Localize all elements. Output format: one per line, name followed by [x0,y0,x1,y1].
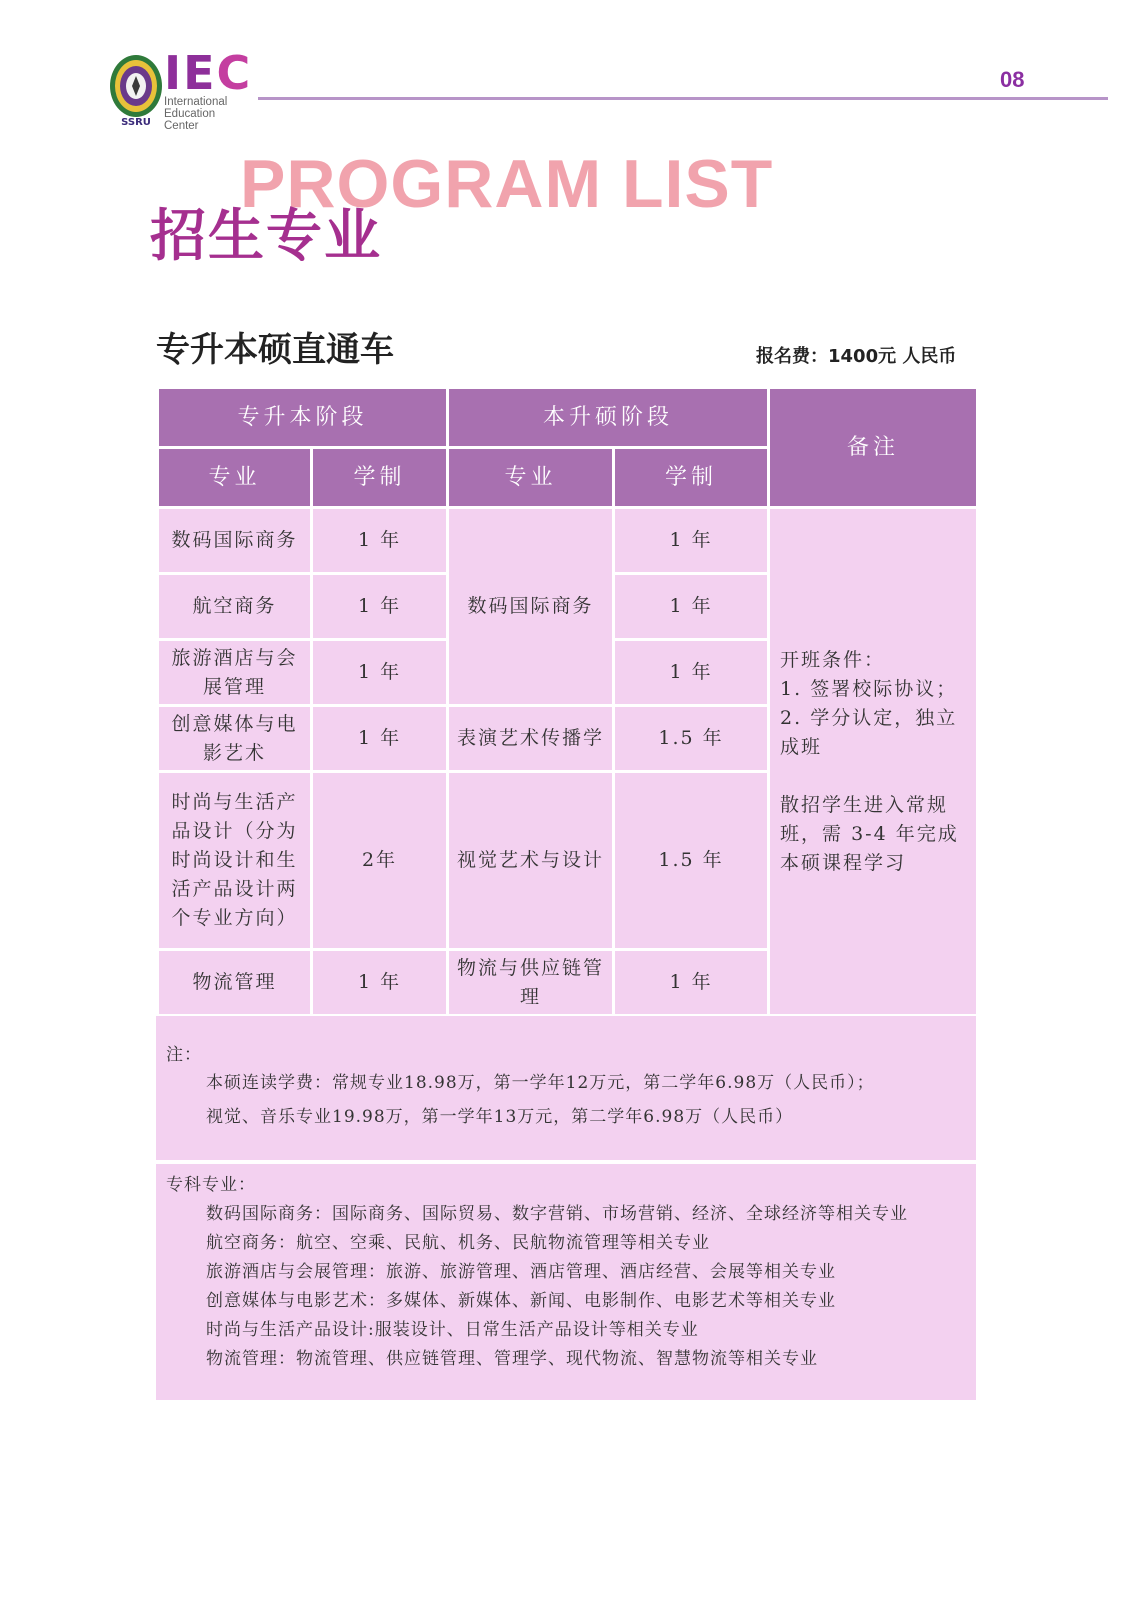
title-english: PROGRAM LIST [240,146,774,222]
major-cell: 时尚与生活产品设计（分为时尚设计和生活产品设计两个专业方向） [158,772,312,950]
col-major-2: 专业 [448,448,614,508]
remarks-header: 备注 [769,388,978,508]
major-cell: 航空商务 [158,574,312,640]
brand-line-1: International [164,96,228,108]
svg-text:SSRU: SSRU [121,117,151,128]
registration-fee: 报名费：1400元 人民币 [756,346,957,367]
majors-line: 航空商务：航空、空乘、民航、机务、民航物流管理等相关专业 [206,1233,710,1253]
majors-line: 旅游酒店与会展管理：旅游、旅游管理、酒店管理、酒店经营、会展等相关专业 [206,1262,836,1282]
master-duration-cell: 1.5 年 [614,772,769,950]
master-duration-cell: 1 年 [614,950,769,1016]
iec-brand [164,46,254,132]
brand-line-2: Education [164,108,216,120]
remarks-note: 散招学生进入常规班，需 3-4 年完成本硕课程学习 [780,793,959,874]
title-chinese: 招生专业 [150,204,382,269]
master-major-cell: 表演艺术传播学 [448,706,614,772]
duration-cell: 1 年 [312,706,448,772]
duration-cell: 1 年 [312,640,448,706]
table-header-row-1 [158,388,978,448]
table-row [158,508,978,574]
university-seal-logo [108,52,164,128]
majors-line: 物流管理：物流管理、供应链管理、管理学、现代物流、智慧物流等相关专业 [206,1349,818,1369]
page-number: 08 [1000,67,1025,92]
col-duration-2: 学制 [614,448,769,508]
majors-line: 创意媒体与电影艺术：多媒体、新媒体、新闻、电影制作、电影艺术等相关专业 [206,1291,836,1311]
col-duration-1: 学制 [312,448,448,508]
majors-line: 时尚与生活产品设计:服装设计、日常生活产品设计等相关专业 [206,1320,699,1340]
master-duration-cell: 1 年 [614,640,769,706]
duration-cell: 1 年 [312,508,448,574]
program-table [156,386,979,1017]
duration-cell: 1 年 [312,950,448,1016]
diploma-majors [156,1164,976,1400]
master-major-cell: 视觉艺术与设计 [448,772,614,950]
tuition-notes [156,1016,976,1160]
master-major-cell: 数码国际商务 [448,508,614,706]
master-duration-cell: 1 年 [614,574,769,640]
header-divider [258,97,1108,100]
master-duration-cell: 1 年 [614,508,769,574]
majors-label: 专科专业： [166,1175,256,1195]
brand-line-3: Center [164,120,199,132]
notes-label: 注： [166,1045,202,1065]
iec-brand-mark: IEC [164,46,253,100]
major-cell: 数码国际商务 [158,508,312,574]
duration-cell: 2年 [312,772,448,950]
major-cell: 旅游酒店与会展管理 [158,640,312,706]
stage1-header: 专升本阶段 [158,388,448,448]
master-major-cell: 物流与供应链管理 [448,950,614,1016]
major-cell: 创意媒体与电影艺术 [158,706,312,772]
major-cell: 物流管理 [158,950,312,1016]
duration-cell: 1 年 [312,574,448,640]
col-major-1: 专业 [158,448,312,508]
section-title: 专升本硕直通车 [156,330,394,370]
master-duration-cell: 1.5 年 [614,706,769,772]
remarks-conditions: 开班条件： 1. 签署校际协议； 2. 学分认定，独立成班 [780,648,958,758]
remarks-cell [769,508,978,1016]
notes-line: 视觉、音乐专业19.98万，第一学年13万元，第二学年6.98万（人民币） [206,1107,794,1127]
majors-line: 数码国际商务：国际商务、国际贸易、数字营销、市场营销、经济、全球经济等相关专业 [206,1204,908,1224]
stage2-header: 本升硕阶段 [448,388,769,448]
notes-line: 本硕连读学费：常规专业18.98万，第一学年12万元，第二学年6.98万（人民币）； [206,1073,875,1093]
